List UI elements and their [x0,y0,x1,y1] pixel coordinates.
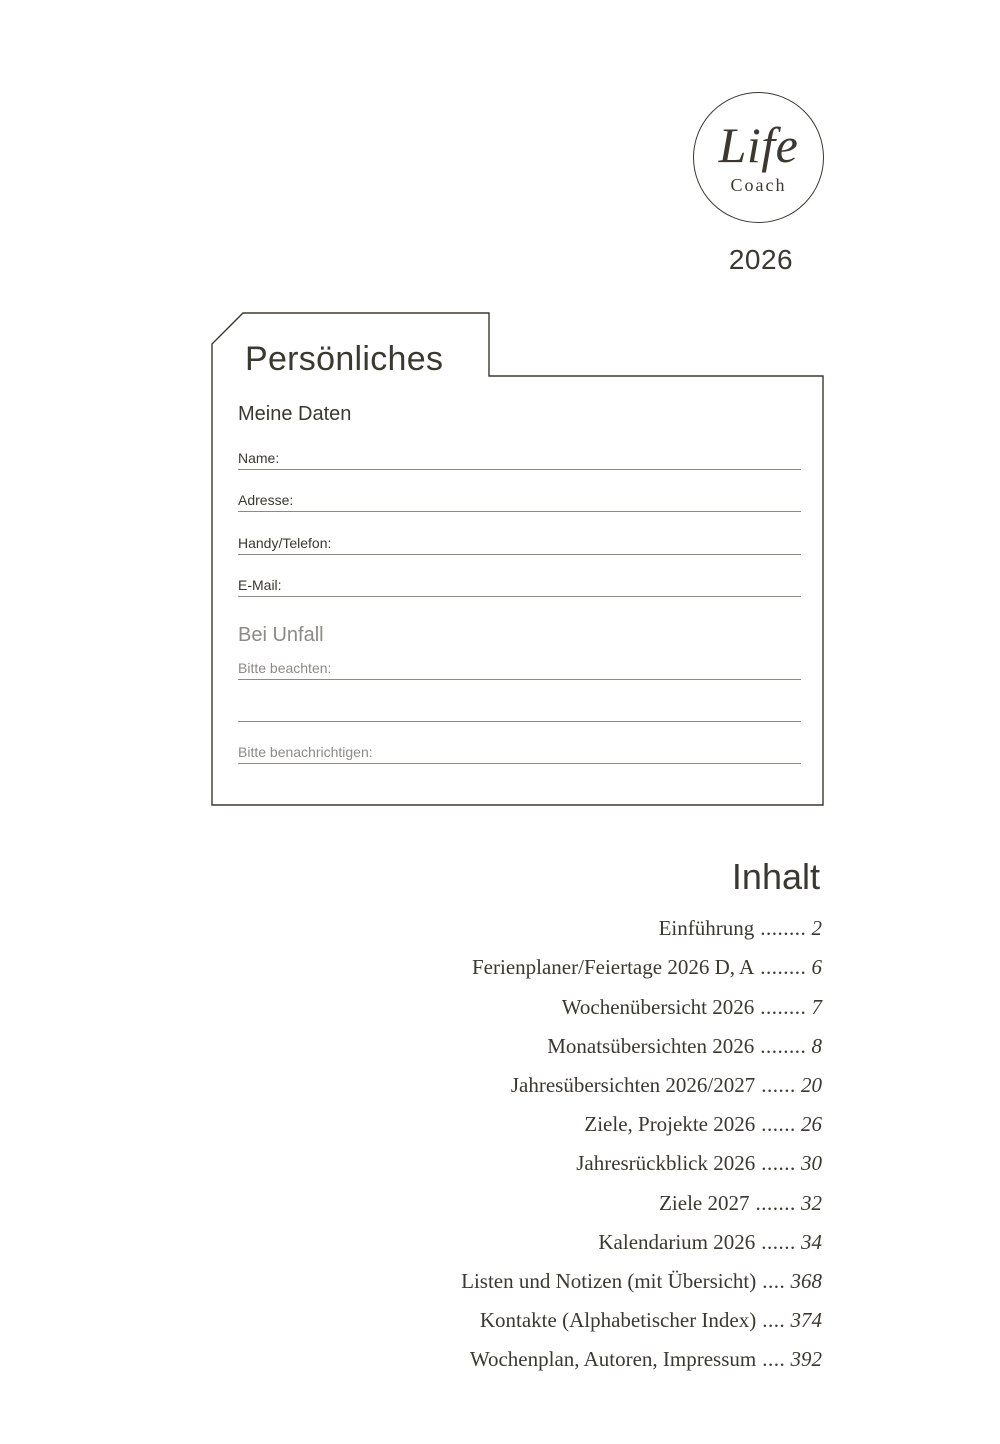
contents-title: Inhalt [731,856,820,897]
toc-entry [584,1112,822,1137]
toc-entry-dots: .... [762,1269,786,1293]
toc-entry-dots: ........ [760,1034,807,1058]
toc-entry-dots: ....... [755,1191,796,1215]
toc-entry-page: 368 [790,1269,822,1293]
address-field-label: Adresse: [238,492,294,508]
toc-entry-label: Ferienplaner/Feiertage 2026 D, A [472,955,755,979]
toc-entry-page: 30 [801,1151,822,1175]
please-note-field[interactable] [238,658,801,680]
toc-entry-label: Wochenplan, Autoren, Impressum [469,1347,757,1371]
toc-entry-page: 6 [811,955,822,979]
toc-entry-page: 32 [801,1191,822,1215]
card-title: Persönliches [245,340,444,378]
toc-entry [480,1308,822,1333]
toc-entry-label: Kontakte (Alphabetischer Index) [479,1308,757,1332]
toc-entry [598,1230,822,1255]
name-field[interactable] [238,448,801,470]
toc-entry-page: 392 [790,1347,822,1371]
toc-entry-label: Monatsübersichten 2026 [547,1034,755,1058]
please-note-field-label: Bitte beachten: [238,660,332,676]
toc-entry-label: Ziele 2027 [659,1191,750,1215]
please-note-extra-line[interactable] [238,700,801,722]
address-field[interactable] [238,490,801,512]
toc-entry-label: Ziele, Projekte 2026 [584,1112,756,1136]
logo-coach-text: Coach [730,175,787,195]
toc-entry-label: Einführung [658,916,755,940]
email-field[interactable] [238,575,801,597]
toc-entry-dots: ........ [760,955,807,979]
toc-entry-dots: ...... [761,1151,796,1175]
toc-entry-dots: ...... [761,1073,796,1097]
logo-life-text: Life [718,117,799,173]
toc-entry-label: Jahresübersichten 2026/2027 [510,1073,756,1097]
year-label: 2026 [728,244,794,275]
section-my-data-heading: Meine Daten [238,403,352,425]
section-accident-heading: Bei Unfall [238,624,324,646]
toc-entry-label: Listen und Notizen (mit Übersicht) [461,1269,757,1293]
toc-entry [472,955,822,980]
toc-entry-page: 26 [801,1112,822,1136]
toc-entry [659,916,822,941]
toc-entry-label: Wochenübersicht 2026 [561,995,755,1019]
notify-field-label: Bitte benachrichtigen: [238,744,373,760]
toc-entry-page: 34 [801,1230,822,1254]
toc-entry [511,1073,822,1098]
toc-entry [576,1151,822,1176]
toc-entry [659,1191,822,1216]
toc-entry-page: 2 [811,916,822,940]
toc-entry-label: Kalendarium 2026 [598,1230,756,1254]
toc-entry [470,1347,822,1372]
toc-entry-dots: ...... [761,1112,796,1136]
toc-entry-label: Jahresrückblick 2026 [576,1151,756,1175]
phone-field-label: Handy/Telefon: [238,535,332,551]
toc-entry-page: 374 [790,1308,822,1332]
toc-entry-page: 8 [811,1034,822,1058]
toc-entry-page: 20 [801,1073,822,1097]
toc-entry [461,1269,822,1294]
toc-entry-dots: .... [762,1308,786,1332]
toc-entry-page: 7 [811,995,822,1019]
toc-entry-dots: ...... [761,1230,796,1254]
notify-field[interactable] [238,742,801,764]
email-field-label: E-Mail: [238,577,282,593]
toc-entry-dots: ........ [760,995,807,1019]
phone-field[interactable] [238,533,801,555]
toc-entry-dots: ........ [760,916,807,940]
toc-entry-dots: .... [762,1347,786,1371]
toc-entry [547,1034,822,1059]
toc-entry [562,995,822,1020]
name-field-label: Name: [238,450,280,466]
